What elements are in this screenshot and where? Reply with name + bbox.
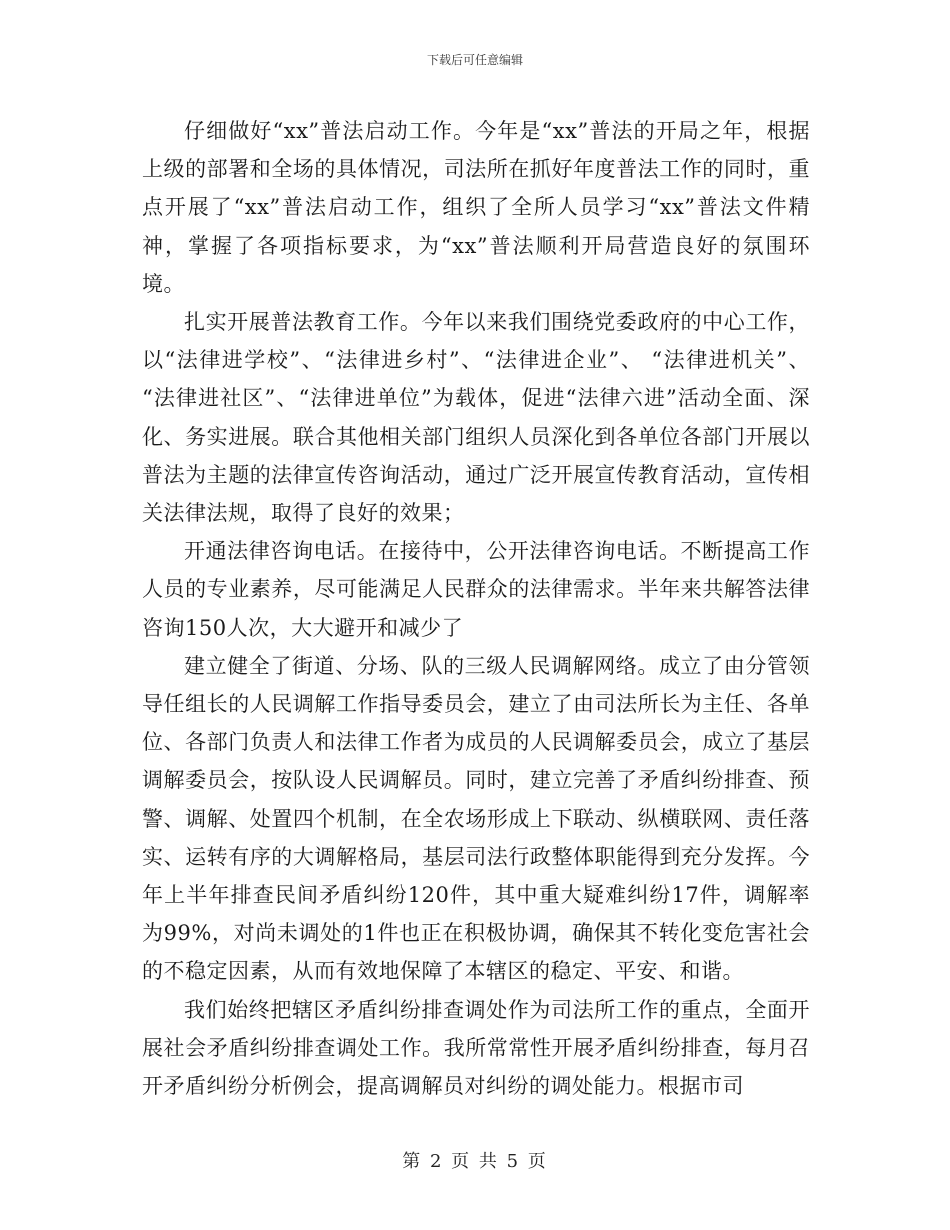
document-body — [142, 112, 810, 1105]
paragraph-1: 仔细做好“xx”普法启动工作。今年是“xx”普法的开局之年，根据上级的部署和全场的具体情况，司法所在抓好年度普法工作的同时，重点开展了“xx”普法启动工作，组织了全所人员学习“xx”普法文件精神，掌握了各项指标要求，为“xx”普法顺利开局营造良好的氛围环境。 — [142, 119, 810, 296]
paragraph-2: 扎实开展普法教育工作。今年以来我们围绕党委政府的中心工作，以“法律进学校”、“法律进乡村”、“法律进企业”、 “法律进机关”、 “法律进社区”、“法律进单位”为载体，促进“法律六进”活动全面、深化、务实进展。联合其他相关部门组织人员深化到各单位各部门开展以普法为主题的法律宣传咨询活动，通过广泛开展宣传教育活动，宣传相关法律法规，取得了良好的效果； — [142, 310, 810, 526]
page-number-footer: 第 2 页 共 5 页 — [402, 1151, 548, 1172]
paragraph-5: 我们始终把辖区矛盾纠纷排查调处作为司法所工作的重点，全面开展社会矛盾纠纷排查调处工作。我所常常性开展矛盾纠纷排查，每月召开矛盾纠纷分析例会，提高调解员对纠纷的调处能力。根据市司 — [142, 997, 810, 1099]
paragraph-4: 建立健全了街道、分场、队的三级人民调解网络。成立了由分管领导任组长的人民调解工作指导委员会，建立了由司法所长为主任、各单位、各部门负责人和法律工作者为成员的人民调解委员会，成立了基层调解委员会，按队设人民调解员。同时，建立完善了矛盾纠纷排查、预警、调解、处置四个机制，在全农场形成上下联动、纵横联网、责任落实、运转有序的大调解格局，基层司法行政整体职能得到充分发挥。今年上半年排查民间矛盾纠纷120件，其中重大疑难纠纷17件，调解率为99%，对尚未调处的1件也正在积极协调，确保其不转化变危害社会的不稳定因素，从而有效地保障了本辖区的稳定、平安、和谐。 — [142, 653, 810, 984]
paragraph-3: 开通法律咨询电话。在接待中，公开法律咨询电话。不断提高工作人员的专业素养，尽可能满足人民群众的法律需求。半年来共解答法律咨询150人次，大大避开和减少了 — [142, 539, 810, 640]
page-header: 下载后可任意编辑 — [426, 53, 523, 67]
